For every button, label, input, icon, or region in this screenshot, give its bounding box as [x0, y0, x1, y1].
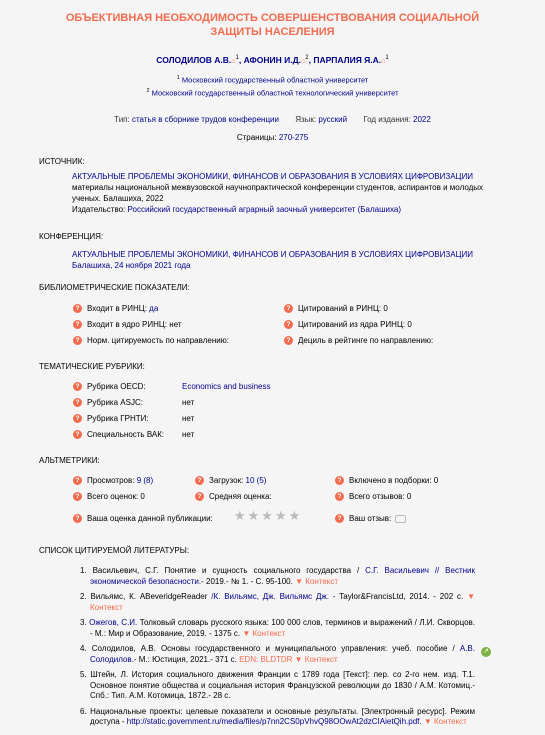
help-icon[interactable]: ? [284, 336, 293, 345]
rubric-vak-value: нет [182, 430, 195, 439]
biblio-decile: ? Дециль в рейтинге по направлению: [284, 336, 433, 345]
lock-icon: ⌂ [231, 58, 236, 65]
rubric-oecd: ? Рубрика OECD: [73, 382, 146, 391]
help-icon[interactable]: ? [73, 304, 82, 313]
reference-text: - Taylor&FrancisLtd, 2014. - 202 с. [328, 592, 464, 601]
biblio-rinc: ? Входит в РИНЦ: да [73, 304, 158, 313]
reference-item [80, 644, 475, 665]
help-icon[interactable]: ? [73, 382, 82, 391]
alt-downloads: ? Загрузок: 10 (5) [195, 476, 266, 485]
section-heading-conference: КОНФЕРЕНЦИЯ: [39, 232, 104, 241]
conference-title-link[interactable]: АКТУАЛЬНЫЕ ПРОБЛЕМЫ ЭКОНОМИКИ, ФИНАНСОВ И ОБРАЗОВАНИЯ В УСЛОВИЯХ ЦИФРОВИЗАЦИИ [72, 250, 473, 259]
context-toggle[interactable]: ▼ Контекст [90, 592, 475, 612]
lock-icon: ⌂ [381, 58, 386, 65]
alt-average: ? Средняя оценка: [195, 492, 272, 501]
reference-item [80, 618, 475, 639]
pages-value: 270-275 [278, 133, 309, 142]
authors-line: СОЛОДИЛОВ А.В.⌂$^1$, АФОНИН И.Д.⌂$^2$, ПАРПАЛИЯ Я.А.⌂$^1$ [156, 55, 389, 65]
section-heading-rubrics: ТЕМАТИЧЕСКИЕ РУБРИКИ: [39, 362, 145, 371]
conference-place: Балашиха, 24 ноября 2021 года [72, 261, 191, 270]
reference-text: .- М.: Юстиция, 2021.- 371 с. [131, 654, 237, 664]
references-list [80, 566, 475, 733]
help-icon[interactable]: ? [335, 492, 344, 501]
reference-number: 3. [80, 618, 90, 627]
rubric-grnti-value: нет [182, 414, 195, 423]
reference-text: Солодилов, А.В. Основы государственного и муниципального управления: учеб. пособие / [91, 644, 460, 653]
author-link[interactable]: СОЛОДИЛОВ А.В. [156, 55, 232, 65]
help-icon[interactable]: ? [73, 476, 82, 485]
reference-item [80, 592, 475, 613]
edn-link[interactable]: EDN: BLDTDR [236, 654, 293, 664]
help-icon[interactable]: ? [73, 320, 82, 329]
affiliation: $^2$ Московский государственный областной технологический университет [146, 88, 399, 98]
reference-number: 5. [80, 670, 91, 679]
biblio-citations-core: ? Цитирований из ядра РИНЦ: 0 [284, 320, 412, 329]
conference-block [72, 249, 502, 271]
help-icon[interactable]: ? [73, 492, 82, 501]
author-link[interactable]: АФОНИН И.Д. [243, 55, 302, 65]
affiliation: $^1$ Московский государственный областной университет [176, 75, 369, 85]
alt-views: ? Просмотров: 9 (8) [73, 476, 153, 485]
biblio-core: ? Входит в ядро РИНЦ: нет [73, 320, 182, 329]
publication-meta: Тип: статья в сборнике трудов конференции Язык: русский Год издания: 2022 [114, 115, 431, 124]
rubric-asjc: ? Рубрика ASJC: [73, 398, 143, 407]
reference-item [80, 706, 475, 728]
page-title: ОБЪЕКТИВНАЯ НЕОБХОДИМОСТЬ СОВЕРШЕНСТВОВАНИЯ СОЦИАЛЬНОЙ ЗАЩИТЫ НАСЕЛЕНИЯ [65, 12, 480, 38]
reference-number: 1. [80, 566, 93, 575]
reference-text: .- 2019.- № 1. - С. 95-100. [198, 576, 293, 586]
source-title-link[interactable]: АКТУАЛЬНЫЕ ПРОБЛЕМЫ ЭКОНОМИКИ, ФИНАНСОВ И ОБРАЗОВАНИЯ В УСЛОВИЯХ ЦИФРОВИЗАЦИИ [72, 172, 473, 181]
reference-link[interactable]: /К. Вильямс, Дж. Вильямс Дж. [211, 592, 329, 601]
context-toggle[interactable]: ▼ Контекст [240, 628, 286, 638]
context-toggle[interactable]: ▼ Контекст [421, 717, 467, 726]
help-icon[interactable]: ? [73, 430, 82, 439]
help-icon[interactable]: ? [284, 320, 293, 329]
context-toggle[interactable]: ▼ Контекст [292, 654, 338, 664]
reference-item [80, 566, 475, 587]
help-icon[interactable]: ? [335, 476, 344, 485]
author-link[interactable]: ПАРПАЛИЯ Я.А. [313, 55, 382, 65]
reference-text: Национальные проекты: целевые показатели и основные результаты. [Электронный ресурс]. Режим доступа - [90, 706, 475, 726]
year-value: 2022 [413, 115, 431, 124]
biblio-norm: ? Норм. цитируемость по направлению: [73, 336, 229, 345]
alt-reviews: ? Всего отзывов: 0 [335, 492, 411, 501]
reference-link[interactable]: Ожегов, С.И. [89, 618, 138, 627]
pages-line: Страницы: 270-275 [236, 133, 309, 142]
reference-number: 2. [80, 592, 91, 601]
reference-text: Толковый словарь русского языка: 100 000 слов, терминов и выражений / Л.И. Скворцов. - М.: Мир и Образование, 2019. - 1375 с. [90, 618, 475, 638]
biblio-citations: ? Цитирований в РИНЦ: 0 [284, 304, 388, 313]
language-value: русский [318, 115, 348, 124]
share-icon[interactable]: ↗ [481, 647, 491, 657]
alt-ratings: ? Всего оценок: 0 [73, 492, 145, 501]
reference-link[interactable]: С.Г. Васильевич // Вестник экономической безопасности [90, 566, 475, 586]
help-icon[interactable]: ? [195, 476, 204, 485]
help-icon[interactable]: ? [335, 514, 344, 523]
reference-link[interactable]: http://static.government.ru/media/files/p7nn2CS0pVhvQ98OOwAt2dzCIAietQih.pdf. [126, 717, 422, 726]
publisher-link[interactable]: Российский государственный аграрный заочный университет (Балашиха) [127, 205, 402, 214]
source-description: материалы национальной межвузовской научнопрактической конференции студентов, аспирантов и молодых ученых. Балашиха, 2022 [72, 183, 484, 203]
affiliation-link[interactable]: Московский государственный областной университет [181, 75, 369, 85]
reference-number: 6. [80, 706, 91, 716]
rating-stars[interactable]: ★★★★★ [234, 508, 303, 523]
rubric-vak: ? Специальность ВАК: [73, 430, 164, 439]
reference-item [80, 670, 475, 702]
help-icon[interactable]: ? [284, 304, 293, 313]
reference-text: Вильямс, К. ABeveridgeReader [90, 592, 212, 601]
help-icon[interactable]: ? [73, 414, 82, 423]
rubric-oecd-value[interactable]: Economics and business [182, 382, 271, 391]
lock-icon: ⌂ [301, 58, 306, 65]
rubric-grnti: ? Рубрика ГРНТИ: [73, 414, 149, 423]
reference-number: 4. [80, 644, 92, 653]
comment-icon[interactable] [395, 515, 406, 523]
help-icon[interactable]: ? [73, 336, 82, 345]
section-heading-altmetrics: АЛЬТМЕТРИКИ: [39, 456, 100, 465]
help-icon[interactable]: ? [195, 492, 204, 501]
alt-collections: ? Включено в подборки: 0 [335, 476, 438, 485]
source-block: АКТУАЛЬНЫЕ ПРОБЛЕМЫ ЭКОНОМИКИ, ФИНАНСОВ И ОБРАЗОВАНИЯ В УСЛОВИЯХ ЦИФРОВИЗАЦИИ материалы национальной межвузовской научнопрактической конференции студентов, аспирантов и молодых ученых. Балашиха, 2022 Издательство: Российский государственный аграрный заочный университет (Балашиха) [72, 171, 502, 215]
reference-text: Васильевич, С.Г. Понятие и сущность социального государства / [92, 566, 366, 575]
section-heading-biblio: БИБЛИОМЕТРИЧЕСКИЕ ПОКАЗАТЕЛИ: [39, 283, 190, 292]
help-icon[interactable]: ? [73, 514, 82, 523]
alt-your-rating: ? Ваша оценка данной публикации: [73, 514, 213, 523]
section-heading-references: СПИСОК ЦИТИРУЕМОЙ ЛИТЕРАТУРЫ: [39, 546, 190, 555]
type-value: статья в сборнике трудов конференции [131, 115, 279, 124]
context-toggle[interactable]: ▼ Контекст [292, 576, 339, 586]
help-icon[interactable]: ? [73, 398, 82, 407]
reference-text: Штейн, Л. История социального движения Франции с 1789 года [Текст]: пер. со 2-го нем. изд. Т.1. Основное понятие общества и социальная история Французской революции до 1830 / А.М. Котомиц.- Спб.: Тип. А.М. Котомица, 1872.- 28 с. [90, 670, 475, 700]
alt-your-review: ? Ваш отзыв: [335, 514, 406, 523]
affiliation-link[interactable]: Московский государственный областной технологический университет [151, 88, 399, 98]
section-heading-source: ИСТОЧНИК: [39, 157, 85, 166]
reference-link[interactable]: А.В. Солодилов [90, 644, 475, 664]
rubric-asjc-value: нет [182, 398, 195, 407]
